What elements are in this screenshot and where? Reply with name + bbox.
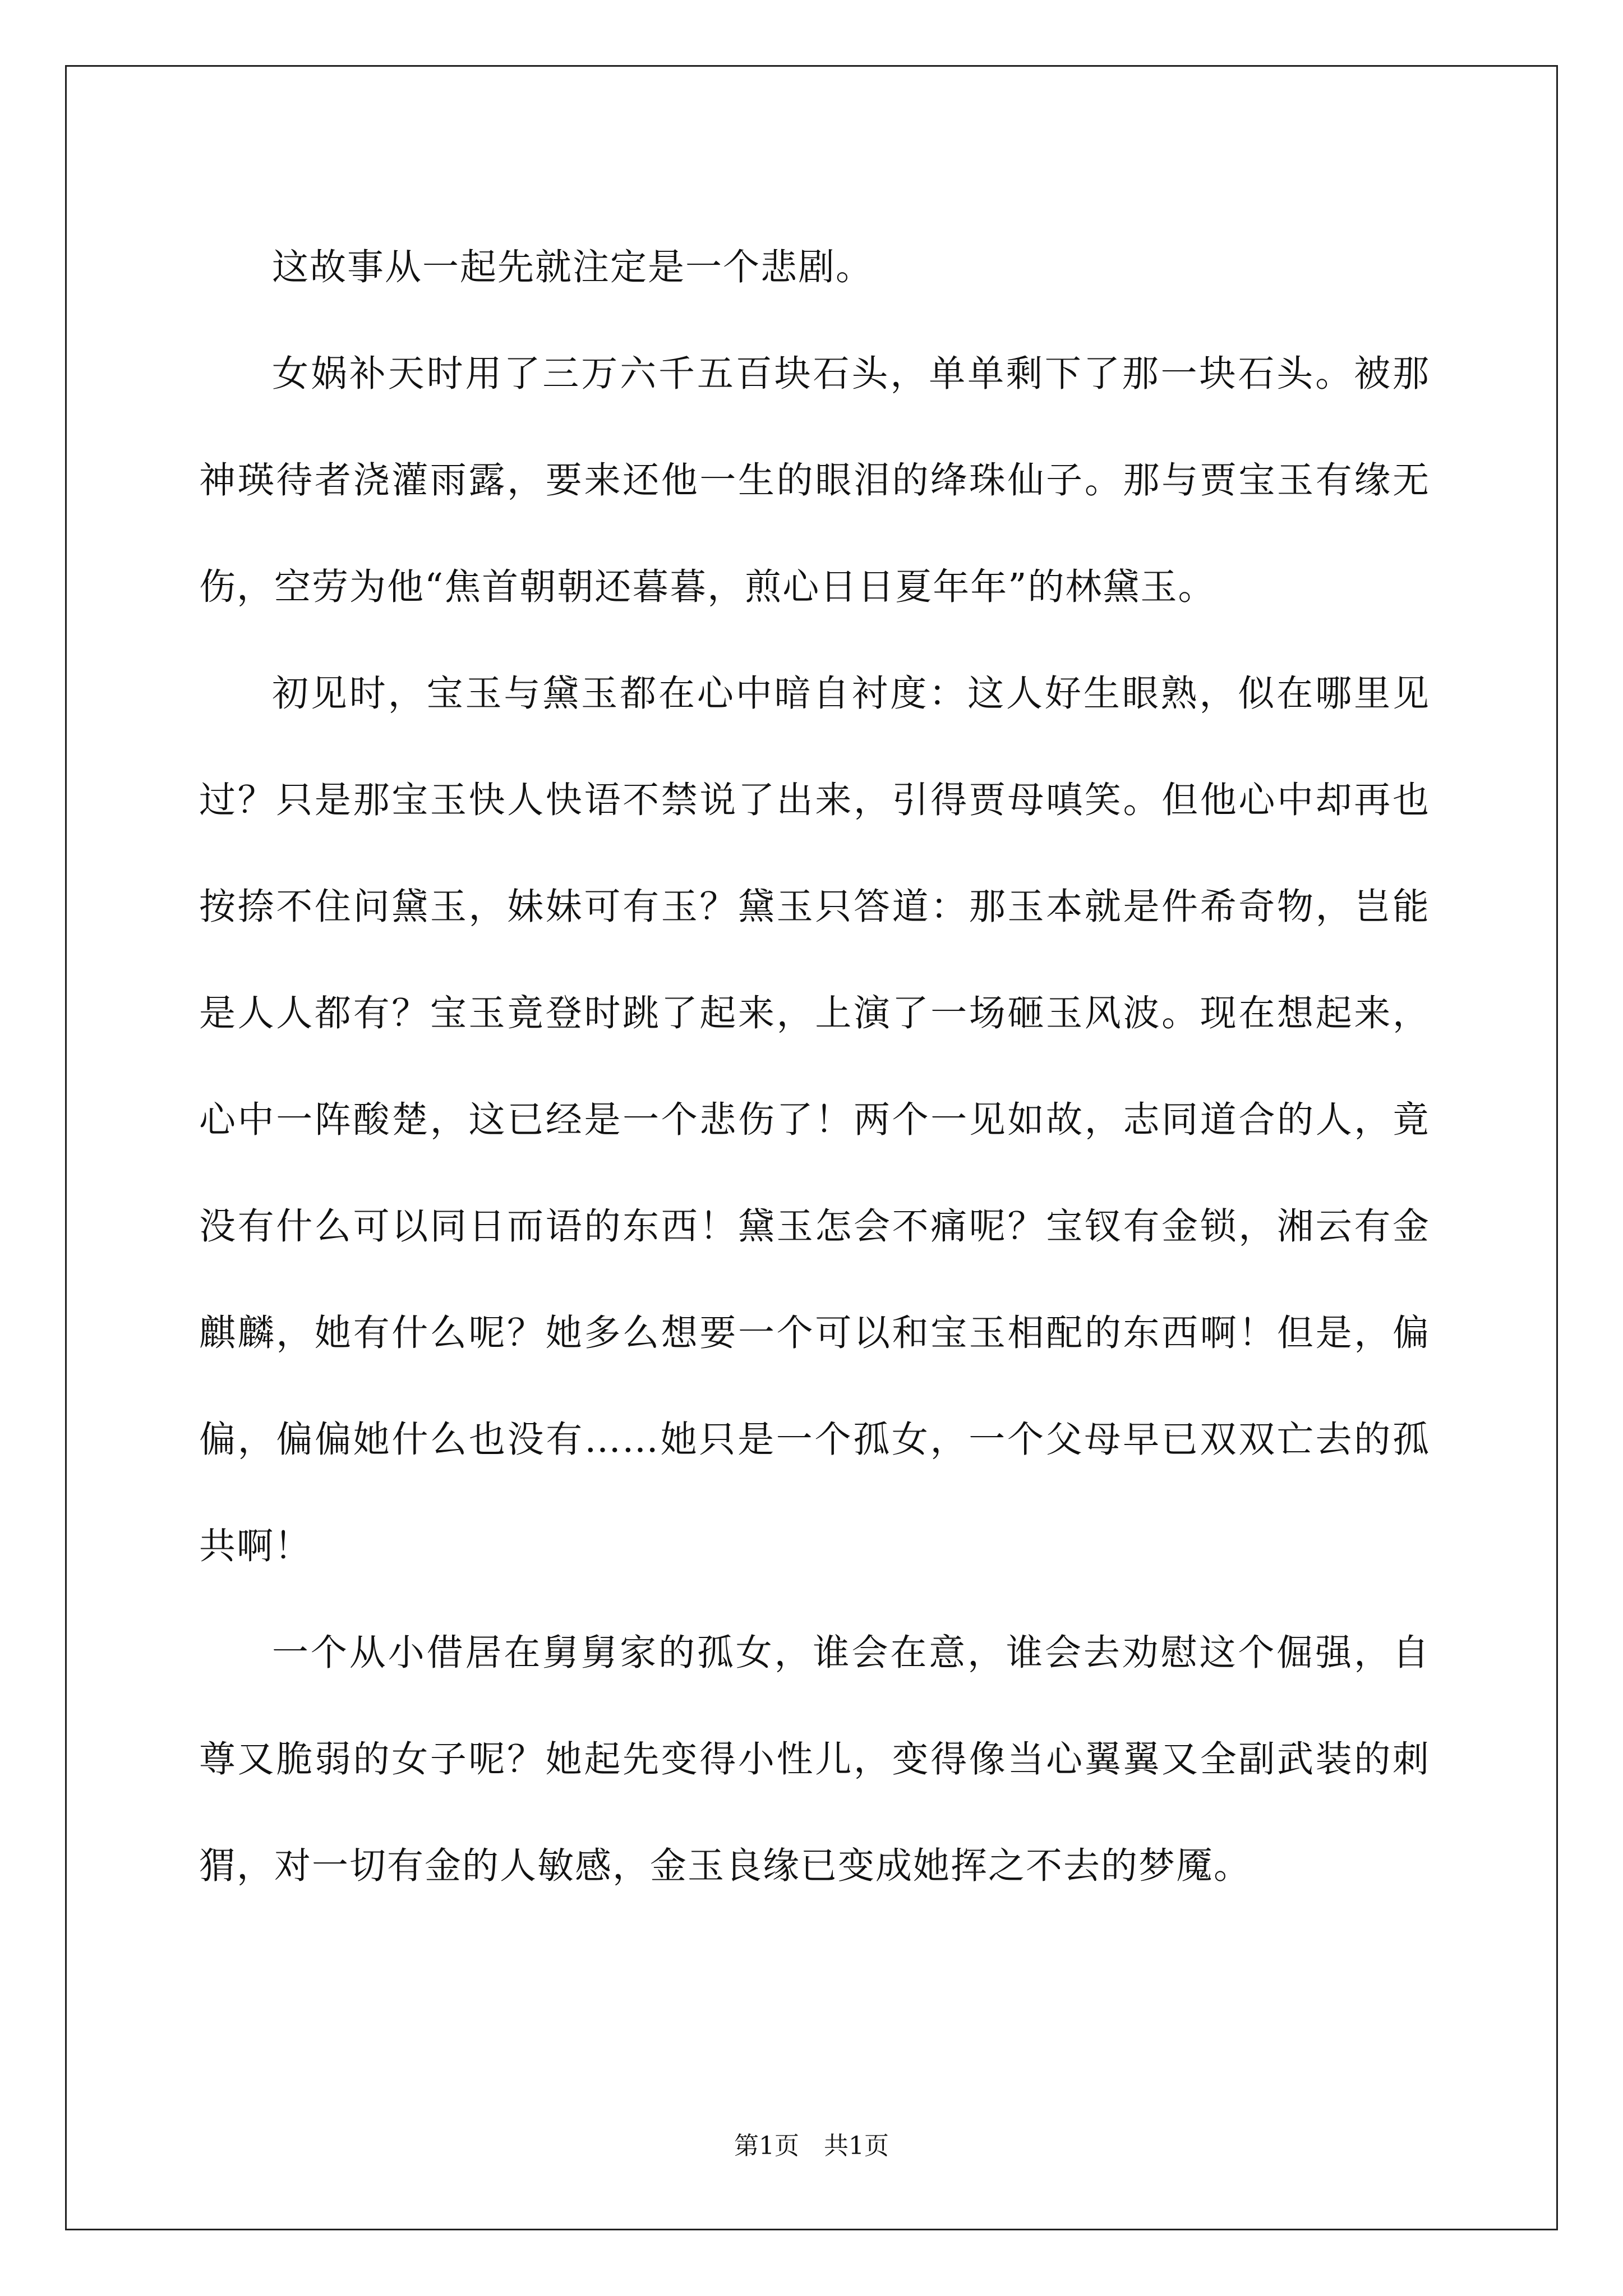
page-number-footer: 第1页 共1页 (734, 2132, 889, 2160)
paragraph-1: 这故事从一起先就注定是一个悲剧。 (272, 246, 874, 288)
document-body (199, 214, 1430, 1920)
paragraph-3: 初见时，宝玉与黛玉都在心中暗自衬度：这人好生眼熟，似在哪里见过？只是那宝玉快人快语不禁说了出来，引得贾母嗔笑。但他心中却再也按捺不住问黛玉，妹妹可有玉？黛玉只答道：那玉本就是件希奇物，岂能是人人都有？宝玉竟登时跳了起来，上演了一场砸玉风波。现在想起来，心中一阵酸楚，这已经是一个悲伤了！两个一见如故，志同道合的人，竟没有什么可以同日而语的东西！黛玉怎会不痛呢？宝钗有金锁，湘云有金麒麟，她有什么呢？她多么想要一个可以和宝玉相配的东西啊！但是，偏偏，偏偏她什么也没有……她只是一个孤女，一个父母早已双双亡去的孤共啊！ (199, 673, 1430, 1567)
paragraph-2: 女娲补天时用了三万六千五百块石头，单单剩下了那一块石头。被那神瑛待者浇灌雨露，要来还他一生的眼泪的绛珠仙子。那与贾宝玉有缘无伤，空劳为他“焦首朝朝还暮暮，煎心日日夏年年”的林黛玉。 (199, 353, 1430, 608)
paragraph-4: 一个从小借居在舅舅家的孤女，谁会在意，谁会去劝慰这个倔强，自尊又脆弱的女子呢？她起先变得小性儿，变得像当心翼翼又全副武装的刺猬，对一切有金的人敏感，金玉良缘已变成她挥之不去的梦魇。 (199, 1632, 1430, 1887)
